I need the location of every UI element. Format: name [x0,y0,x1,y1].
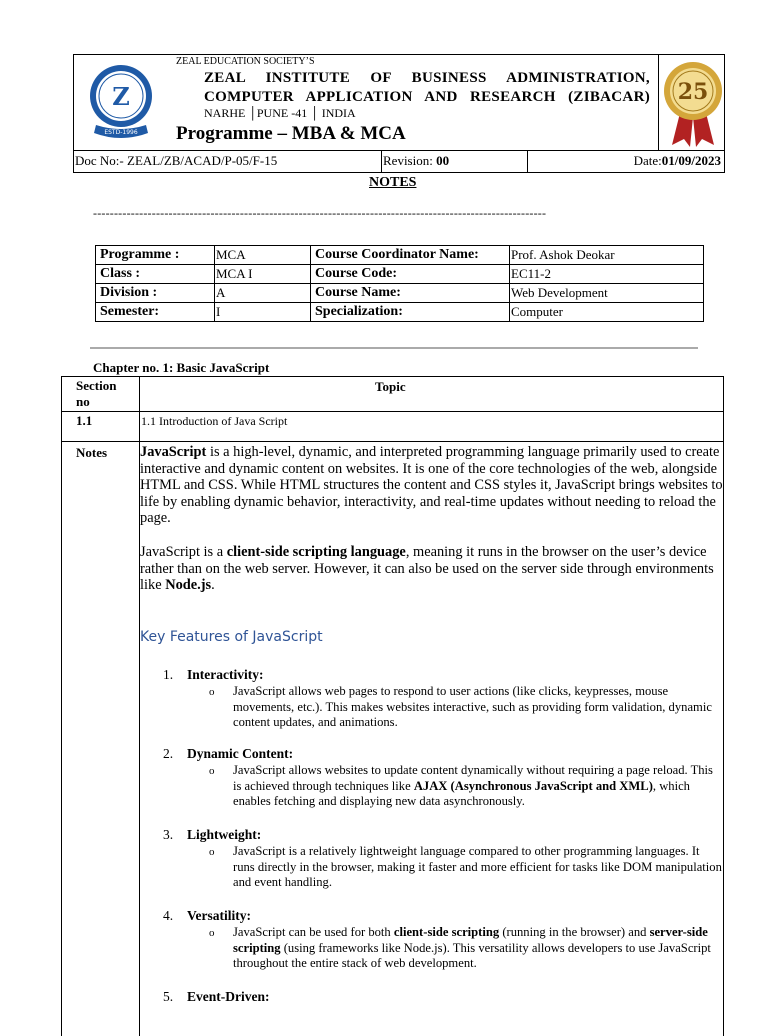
label-cell: Course Coordinator Name: [311,246,510,265]
row-divider [62,441,723,442]
label-cell: Course Code: [311,265,510,284]
feature-number: 4. [163,908,174,923]
feature-title [163,746,723,762]
feature-title-text: Event-Driven: [187,989,270,1004]
feature-item [163,827,723,891]
intro-paragraph [140,444,724,527]
value-cell: EC11-2 [510,265,704,284]
svg-text:25: 25 [677,79,709,105]
label-cell: Division : [96,284,215,303]
institute-name-line1: ZEAL INSTITUTE OF BUSINESS ADMINISTRATION, [204,70,650,86]
value-cell: MCA [215,246,311,265]
date-value: 01/09/2023 [661,153,721,168]
description-text: JavaScript can be used for both [233,925,394,939]
anniversary-badge [662,59,724,147]
feature-title-text: Lightweight: [187,827,262,842]
svg-text:ESTD-1996: ESTD-1996 [104,129,138,136]
feature-item [163,667,723,731]
institute-name-line2: COMPUTER APPLICATION AND RESEARCH (ZIBACAR) [204,89,650,105]
feature-item [163,908,723,972]
feature-title [163,989,723,1005]
description-text: JavaScript allows web pages to respond to user actions (like clicks, keypresses, mouse movements, etc.). This makes websites interactive, such as providing form validation, dynamic content updates, and animations. [233,684,712,730]
feature-description [163,684,723,731]
svg-text:Z: Z [112,82,130,111]
feature-title [163,667,723,683]
address [204,106,356,121]
value-cell: MCA I [215,265,311,284]
cell-divider [381,151,382,172]
feature-title [163,908,723,924]
section-header-line2: no [76,394,90,409]
label-cell: Semester: [96,303,215,322]
doc-number [75,151,277,172]
horizontal-rule [90,347,698,349]
section-no-header [76,378,116,410]
date [634,151,721,172]
bold-term: client-side scripting [393,925,500,939]
paragraph-text: . [211,577,215,594]
separator: │ [310,106,322,120]
label-cell: Class : [96,265,215,284]
row-divider [62,411,723,412]
document-info-row [73,150,725,173]
programme-title: Programme – MBA & MCA [176,123,406,144]
value-cell: Web Development [510,284,704,303]
value-cell: Computer [510,303,704,322]
separator: │ [248,106,257,120]
label-cell: Programme : [96,246,215,265]
value-cell: Prof. Ashok Deokar [510,246,704,265]
description-text: (running in the browser) and [499,925,650,939]
cell-divider [527,151,528,172]
notes-title: NOTES [369,175,417,190]
table-row [96,303,704,322]
feature-number: 3. [163,827,174,842]
doc-number-label: Doc No: [75,153,120,168]
date-label: Date: [633,153,662,168]
section-number: 1.1 [76,413,93,428]
feature-number: 2. [163,746,174,761]
table-row [96,284,704,303]
feature-item [163,989,723,1005]
society-name: ZEAL EDUCATION SOCIETY’S [176,56,315,67]
label-cell: Specialization: [311,303,510,322]
notes-label: Notes [76,445,108,460]
revision-label: Revision: [383,153,437,168]
feature-title-text: Dynamic Content: [187,746,294,761]
chapter-title: Chapter no. 1: Basic JavaScript [93,360,270,375]
bold-term: client-side scripting language [226,543,406,560]
bold-term: server-side scripting [233,925,708,955]
feature-title-text: Versatility: [187,908,251,923]
feature-description [163,763,723,810]
description-text: JavaScript is a relatively lightweight language compared to other programming languages. It runs directly in the browser, making it faster and more efficient for tasks like DOM manipulation and event handling. [233,844,722,890]
bullet-icon: o [209,765,215,777]
document-header [73,54,725,151]
feature-title-text: Interactivity: [187,667,264,682]
label-cell: Course Name: [311,284,510,303]
feature-description [163,925,723,972]
table-row [96,246,704,265]
description-text: , which enables fetching and displaying new data asynchronously. [233,778,690,809]
institute-logo [88,63,154,143]
doc-number-value: - ZEAL/ZB/ACAD/P-05/F-15 [119,153,278,168]
institute-name [204,69,650,107]
bold-term: AJAX (Asynchronous JavaScript and XML) [413,778,653,793]
dashed-divider: ------------------------------------------------------------------------------------------------------------ [93,206,547,220]
client-side-paragraph [140,544,724,594]
address-pin: PUNE -41 [256,106,308,120]
paragraph-text: is a high-level, dynamic, and interpreted programming language primarily used to create interactive and dynamic content on websites. It is one of the core technologies of the web, alongside HTML and CSS. While HTML structures the content and CSS styles it, JavaScript brings websites to life by enabling dynamic behavior, interactivity, and real-time updates without needing to reload the page. [140,444,723,527]
bullet-icon: o [209,686,215,698]
feature-title [163,827,723,843]
course-info-table [95,245,704,322]
feature-number: 5. [163,989,174,1004]
revision-value: 00 [436,153,450,168]
value-cell: I [215,303,311,322]
section-header-line1: Section [76,378,117,393]
feature-item [163,746,723,810]
topic-header: Topic [375,379,406,394]
feature-description [163,844,723,891]
bold-term: JavaScript [140,444,207,460]
address-country: INDIA [321,106,356,120]
revision [383,151,449,172]
value-cell: A [215,284,311,303]
bullet-icon: o [209,927,215,939]
feature-number: 1. [163,667,174,682]
bold-term: Node.js [165,577,212,594]
paragraph-text: JavaScript is a [140,543,227,560]
description-text: (using frameworks like Node.js). This versatility allows developers to use JavaScript throughout the entire stack of web development. [233,940,711,971]
header-divider [658,55,659,150]
notes-content [140,444,724,594]
topic-cell: 1.1 Introduction of Java Script [141,414,288,428]
topic-table [61,376,724,1036]
bullet-icon: o [209,846,215,858]
table-row [96,265,704,284]
address-city: NARHE [204,106,246,120]
paragraph-text: , meaning it runs in the browser on the user’s device rather than on the web server. However, it can also be used on the server side through environments like [140,543,714,594]
key-features-heading: Key Features of JavaScript [140,629,323,645]
description-text: JavaScript allows websites to update content dynamically without requiring a page reload. This is achieved through techniques like [233,763,713,793]
